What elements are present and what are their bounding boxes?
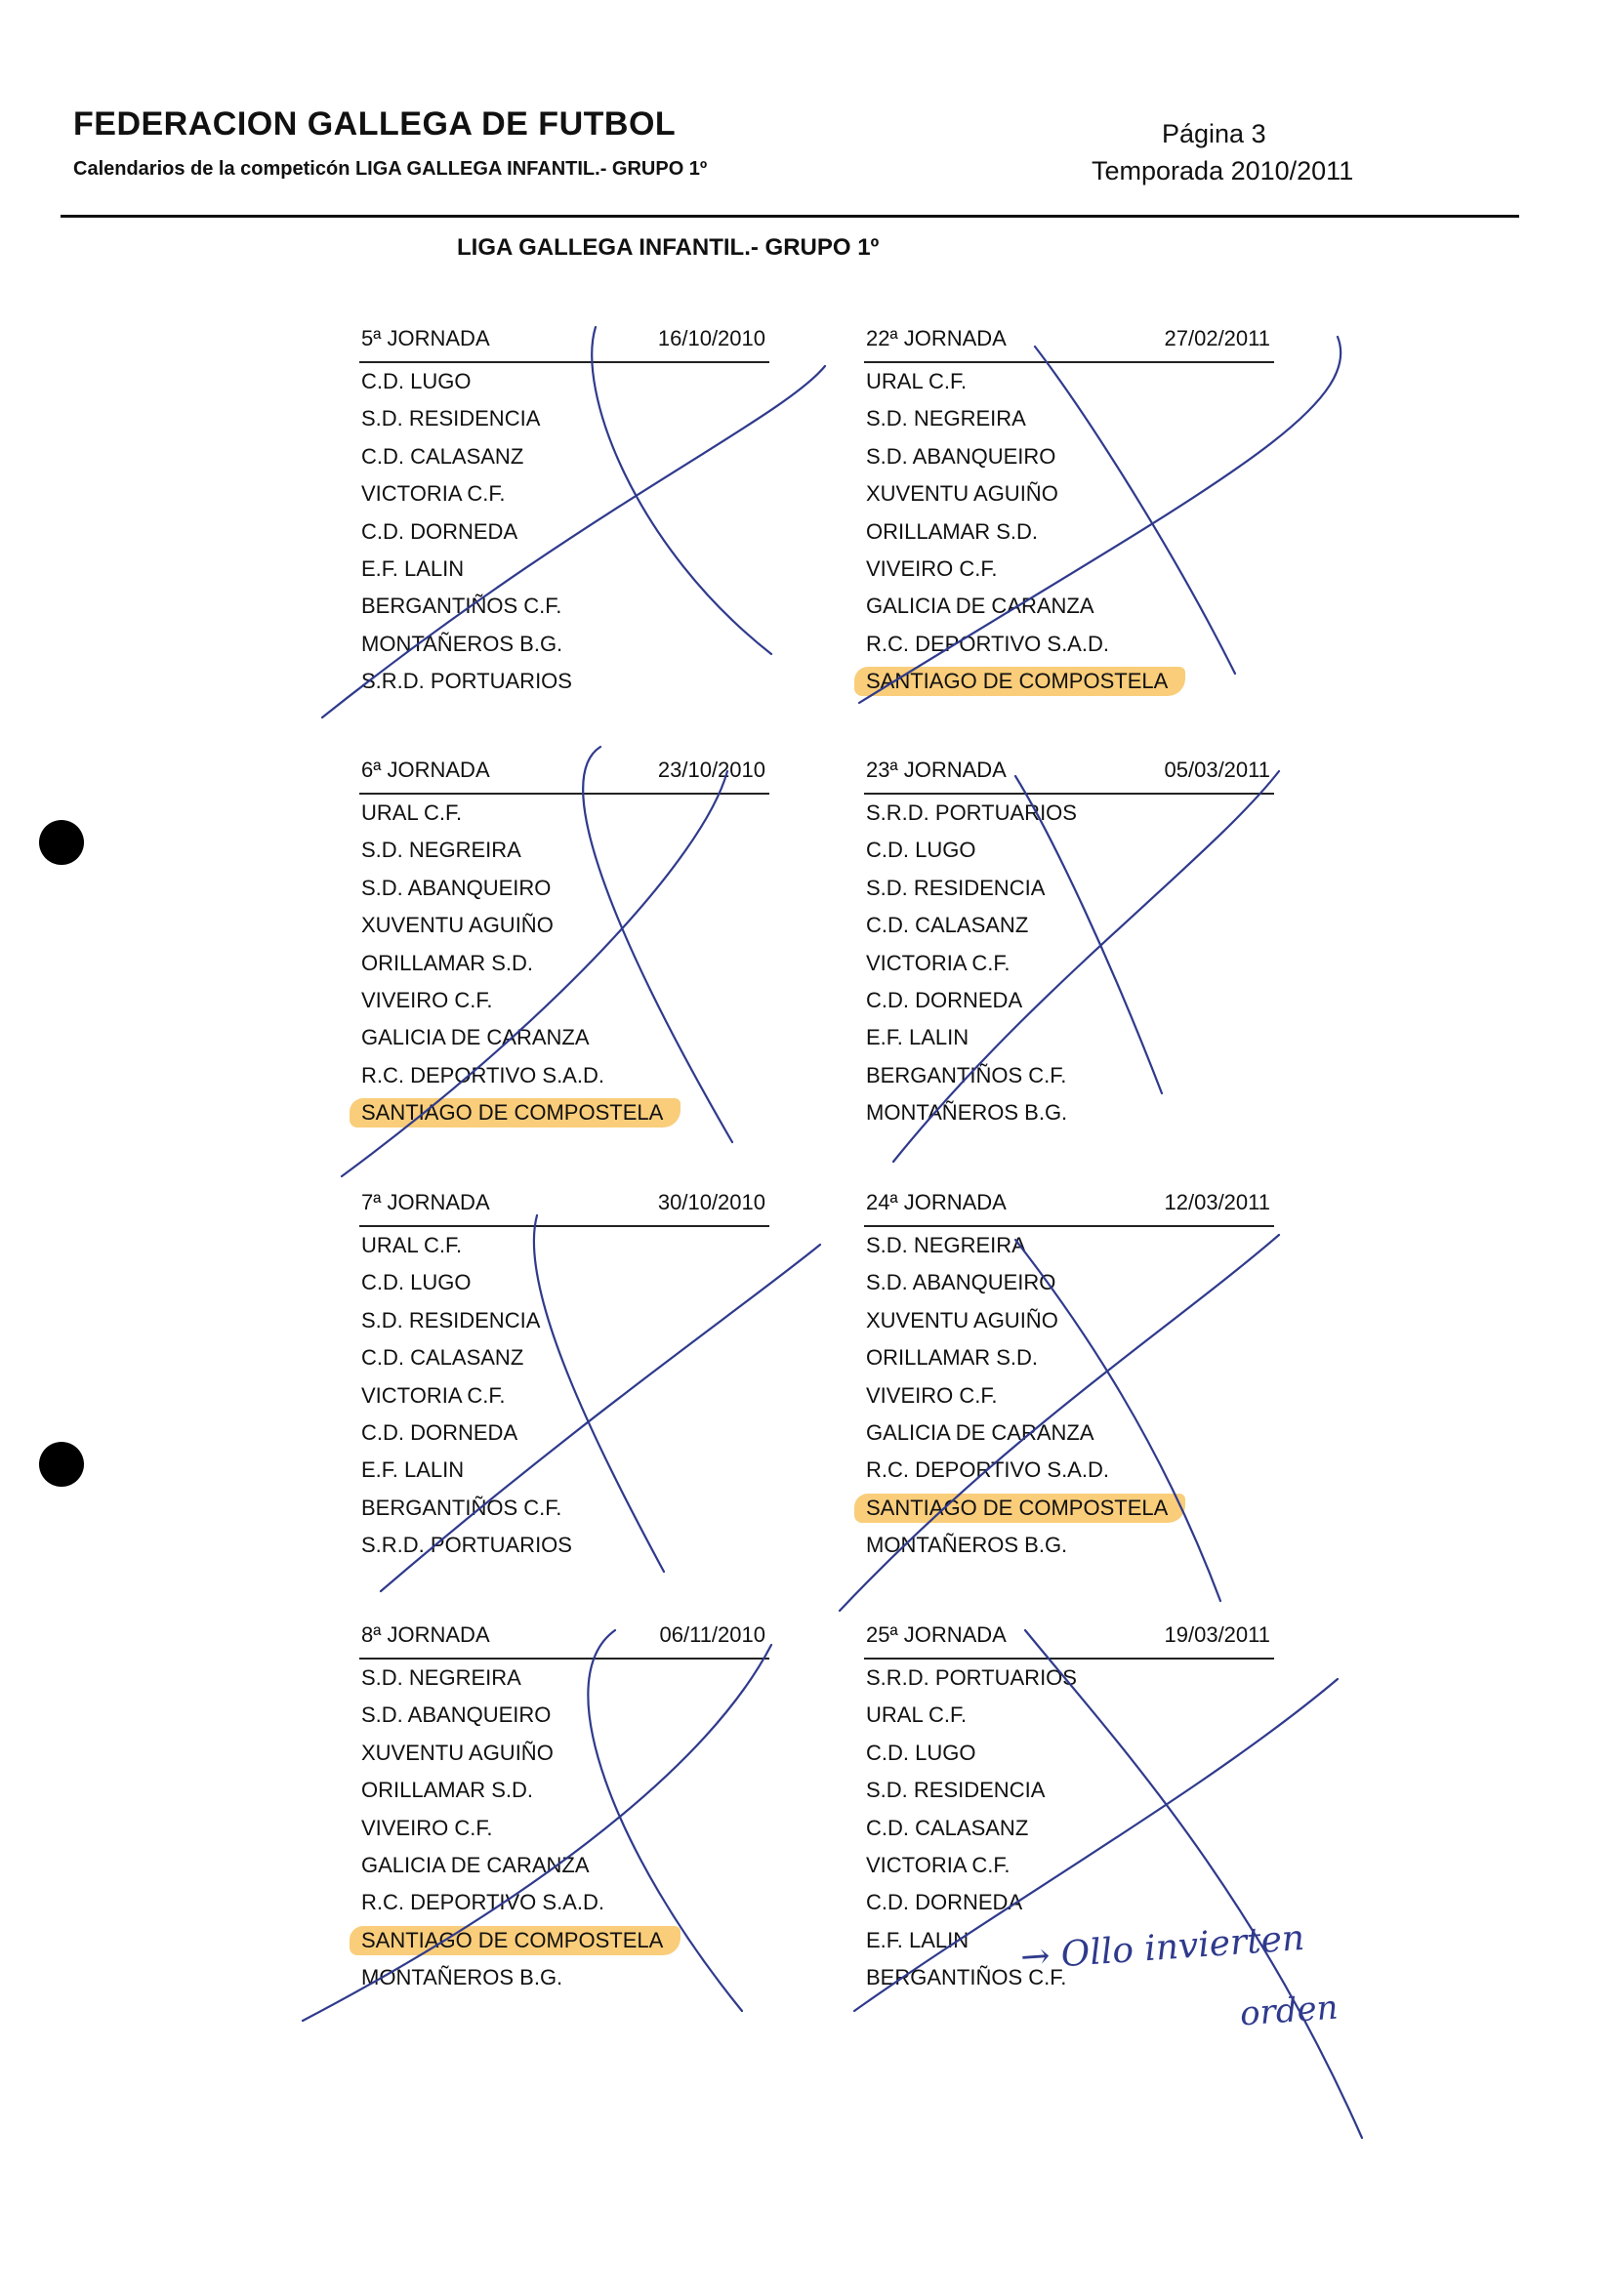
team-name: S.R.D. PORTUARIOS [866, 800, 1077, 825]
team-row [359, 1810, 769, 1847]
team-name: S.D. ABANQUEIRO [361, 875, 552, 900]
federation-title: FEDERACION GALLEGA DE FUTBOL [73, 105, 677, 143]
team-list [359, 1660, 769, 1997]
round-block [359, 1619, 769, 1997]
page-number: Página 3 [1162, 119, 1266, 148]
team-name: S.D. RESIDENCIA [866, 875, 1046, 900]
team-name: S.D. NEGREIRA [866, 1233, 1026, 1257]
team-row [359, 551, 769, 588]
team-row [864, 475, 1274, 512]
team-name: MONTAÑEROS B.G. [866, 1100, 1068, 1126]
round-block [359, 322, 769, 701]
team-row [359, 945, 769, 982]
round-name: 22ª JORNADA [866, 326, 1007, 350]
team-row [864, 363, 1274, 400]
team-name: VIVEIRO C.F. [361, 1815, 493, 1840]
team-row [359, 1772, 769, 1809]
team-list [864, 1227, 1274, 1565]
team-name: URAL C.F. [361, 800, 463, 825]
team-name: C.D. CALASANZ [361, 443, 524, 469]
team-row [864, 795, 1274, 832]
team-row [359, 1697, 769, 1734]
team-name: S.D. ABANQUEIRO [866, 443, 1056, 469]
team-row [359, 1452, 769, 1489]
team-row [359, 1377, 769, 1414]
team-row [359, 832, 769, 869]
annotation-line-2: orden [1238, 1988, 1340, 2034]
round-name: 6ª JORNADA [361, 758, 490, 782]
team-row [359, 1339, 769, 1376]
team-name: C.D. CALASANZ [361, 1345, 524, 1371]
team-name: VICTORIA C.F. [361, 1382, 506, 1408]
team-name: S.D. NEGREIRA [866, 406, 1026, 431]
team-row [359, 1227, 769, 1264]
round-block [864, 322, 1274, 701]
team-row [864, 1094, 1274, 1131]
team-list [359, 363, 769, 701]
competition-subtitle: Calendarios de la competicón LIGA GALLEGA INFANTIL.- GRUPO 1º [73, 158, 708, 180]
team-name: S.D. ABANQUEIRO [866, 1270, 1056, 1295]
team-name: GALICIA DE CARANZA [361, 1852, 590, 1877]
team-row [359, 870, 769, 907]
team-name: E.F. LALIN [866, 1927, 970, 1952]
round-date: 16/10/2010 [657, 326, 765, 350]
round-header [864, 322, 1274, 363]
team-row [864, 1227, 1274, 1264]
team-row [359, 982, 769, 1019]
team-name: S.D. NEGREIRA [361, 1665, 521, 1690]
team-name: SANTIAGO DE COMPOSTELA [350, 1098, 681, 1128]
team-name: E.F. LALIN [361, 1457, 465, 1483]
team-row [864, 588, 1274, 625]
team-row [864, 907, 1274, 944]
team-row [864, 438, 1274, 475]
team-name: BERGANTIÑOS C.F. [866, 1965, 1067, 1990]
team-name: C.D. LUGO [361, 1270, 472, 1295]
team-name: C.D. LUGO [866, 838, 976, 863]
team-row [864, 1772, 1274, 1809]
round-date: 12/03/2011 [1164, 1190, 1270, 1214]
round-header [359, 1619, 769, 1660]
team-name: R.C. DEPORTIVO S.A.D. [361, 1890, 604, 1915]
team-row [359, 663, 769, 700]
team-name: ORILLAMAR S.D. [866, 1345, 1039, 1371]
round-name: 23ª JORNADA [866, 758, 1007, 782]
team-name: C.D. LUGO [361, 369, 472, 393]
team-name: E.F. LALIN [866, 1025, 970, 1050]
team-name: C.D. CALASANZ [866, 913, 1029, 938]
team-row [359, 438, 769, 475]
team-list [864, 363, 1274, 701]
round-name: 7ª JORNADA [361, 1190, 490, 1214]
team-list [864, 795, 1274, 1132]
round-block [359, 754, 769, 1132]
team-row [864, 1884, 1274, 1921]
round-block [864, 1186, 1274, 1565]
team-name: C.D. DORNEDA [866, 987, 1023, 1012]
header-rule [61, 215, 1519, 218]
punch-hole-top [39, 820, 84, 865]
team-row [359, 1019, 769, 1056]
team-name: VIVEIRO C.F. [866, 1382, 998, 1408]
team-name: MONTAÑEROS B.G. [361, 631, 563, 656]
team-row [359, 1922, 769, 1959]
round-name: 8ª JORNADA [361, 1622, 490, 1647]
team-name: SANTIAGO DE COMPOSTELA [350, 1926, 681, 1955]
team-row [864, 513, 1274, 551]
team-name: S.R.D. PORTUARIOS [361, 669, 572, 694]
team-name: R.C. DEPORTIVO S.A.D. [866, 631, 1109, 656]
team-row [864, 982, 1274, 1019]
team-row [359, 588, 769, 625]
team-name: C.D. LUGO [866, 1740, 976, 1765]
team-name: XUVENTU AGUIÑO [866, 481, 1058, 507]
team-name: S.D. RESIDENCIA [361, 1307, 541, 1332]
team-row [864, 1490, 1274, 1527]
league-title: LIGA GALLEGA INFANTIL.- GRUPO 1º [457, 234, 880, 261]
team-name: VIVEIRO C.F. [361, 987, 493, 1012]
team-list [359, 795, 769, 1132]
team-name: SANTIAGO DE COMPOSTELA [854, 1494, 1185, 1523]
team-name: S.D. ABANQUEIRO [361, 1702, 552, 1728]
team-row [864, 1527, 1274, 1564]
team-name: VICTORIA C.F. [361, 481, 506, 507]
team-name: C.D. DORNEDA [866, 1890, 1023, 1915]
round-name: 24ª JORNADA [866, 1190, 1007, 1214]
round-block [359, 1186, 769, 1565]
team-row [864, 870, 1274, 907]
team-row [864, 1019, 1274, 1056]
team-name: MONTAÑEROS B.G. [866, 1533, 1068, 1558]
team-row [359, 1414, 769, 1452]
team-list [359, 1227, 769, 1565]
round-date: 30/10/2010 [657, 1190, 765, 1214]
team-name: S.R.D. PORTUARIOS [361, 1533, 572, 1558]
round-header [359, 754, 769, 795]
punch-hole-bottom [39, 1442, 84, 1487]
team-name: R.C. DEPORTIVO S.A.D. [361, 1062, 604, 1087]
team-name: BERGANTIÑOS C.F. [361, 1495, 562, 1520]
team-row [864, 1264, 1274, 1301]
team-name: XUVENTU AGUIÑO [361, 1740, 554, 1765]
team-row [359, 400, 769, 437]
team-row [864, 1697, 1274, 1734]
team-name: GALICIA DE CARANZA [361, 1025, 590, 1050]
team-name: S.D. RESIDENCIA [361, 406, 541, 431]
team-name: ORILLAMAR S.D. [866, 518, 1039, 544]
team-row [864, 1377, 1274, 1414]
team-name: GALICIA DE CARANZA [866, 594, 1094, 619]
team-name: E.F. LALIN [361, 555, 465, 581]
team-name: URAL C.F. [361, 1233, 463, 1257]
round-header [359, 322, 769, 363]
team-row [359, 1660, 769, 1697]
team-name: VICTORIA C.F. [866, 950, 1011, 975]
team-row [864, 626, 1274, 663]
team-row [359, 1959, 769, 1996]
team-row [864, 1057, 1274, 1094]
season-label: Temporada 2010/2011 [1092, 156, 1354, 185]
team-row [359, 626, 769, 663]
round-date: 06/11/2010 [659, 1622, 765, 1647]
team-name: R.C. DEPORTIVO S.A.D. [866, 1457, 1109, 1483]
team-row [359, 1057, 769, 1094]
team-name: XUVENTU AGUIÑO [361, 913, 554, 938]
round-date: 27/02/2011 [1164, 326, 1270, 350]
team-name: S.D. NEGREIRA [361, 838, 521, 863]
team-name: S.R.D. PORTUARIOS [866, 1665, 1077, 1690]
team-row [864, 551, 1274, 588]
team-row [359, 363, 769, 400]
team-name: ORILLAMAR S.D. [361, 1778, 534, 1803]
team-row [359, 513, 769, 551]
team-row [359, 1264, 769, 1301]
team-name: XUVENTU AGUIÑO [866, 1307, 1058, 1332]
team-row [359, 1490, 769, 1527]
team-row [864, 832, 1274, 869]
team-row [864, 1735, 1274, 1772]
team-row [359, 1847, 769, 1884]
team-row [864, 945, 1274, 982]
round-header [864, 1186, 1274, 1227]
team-row [359, 1884, 769, 1921]
team-name: C.D. CALASANZ [866, 1815, 1029, 1840]
round-name: 25ª JORNADA [866, 1622, 1007, 1647]
team-name: C.D. DORNEDA [361, 518, 518, 544]
round-block [864, 754, 1274, 1132]
team-name: ORILLAMAR S.D. [361, 950, 534, 975]
team-row [864, 1810, 1274, 1847]
team-row [864, 1339, 1274, 1376]
team-row [864, 1414, 1274, 1452]
round-name: 5ª JORNADA [361, 326, 490, 350]
team-row [359, 475, 769, 512]
team-name: MONTAÑEROS B.G. [361, 1965, 563, 1990]
team-name: C.D. DORNEDA [361, 1419, 518, 1445]
team-row [359, 795, 769, 832]
team-row [359, 1735, 769, 1772]
team-name: BERGANTIÑOS C.F. [866, 1062, 1067, 1087]
team-row [359, 1527, 769, 1564]
team-row [359, 1302, 769, 1339]
team-name: VIVEIRO C.F. [866, 555, 998, 581]
team-name: BERGANTIÑOS C.F. [361, 594, 562, 619]
team-row [864, 400, 1274, 437]
annotation-line-1: → Ollo invierten [1018, 1917, 1306, 1979]
team-name: SANTIAGO DE COMPOSTELA [854, 667, 1185, 696]
team-row [864, 1660, 1274, 1697]
team-name: S.D. RESIDENCIA [866, 1778, 1046, 1803]
team-row [864, 1847, 1274, 1884]
team-row [359, 907, 769, 944]
team-name: URAL C.F. [866, 369, 968, 393]
team-row [864, 1452, 1274, 1489]
round-header [864, 754, 1274, 795]
round-date: 05/03/2011 [1164, 758, 1270, 782]
round-date: 23/10/2010 [657, 758, 765, 782]
team-row [864, 1302, 1274, 1339]
round-header [864, 1619, 1274, 1660]
team-row [359, 1094, 769, 1131]
team-name: GALICIA DE CARANZA [866, 1419, 1094, 1445]
team-name: VICTORIA C.F. [866, 1852, 1011, 1877]
team-name: URAL C.F. [866, 1702, 968, 1728]
team-row [864, 663, 1274, 700]
round-header [359, 1186, 769, 1227]
round-date: 19/03/2011 [1164, 1622, 1270, 1647]
